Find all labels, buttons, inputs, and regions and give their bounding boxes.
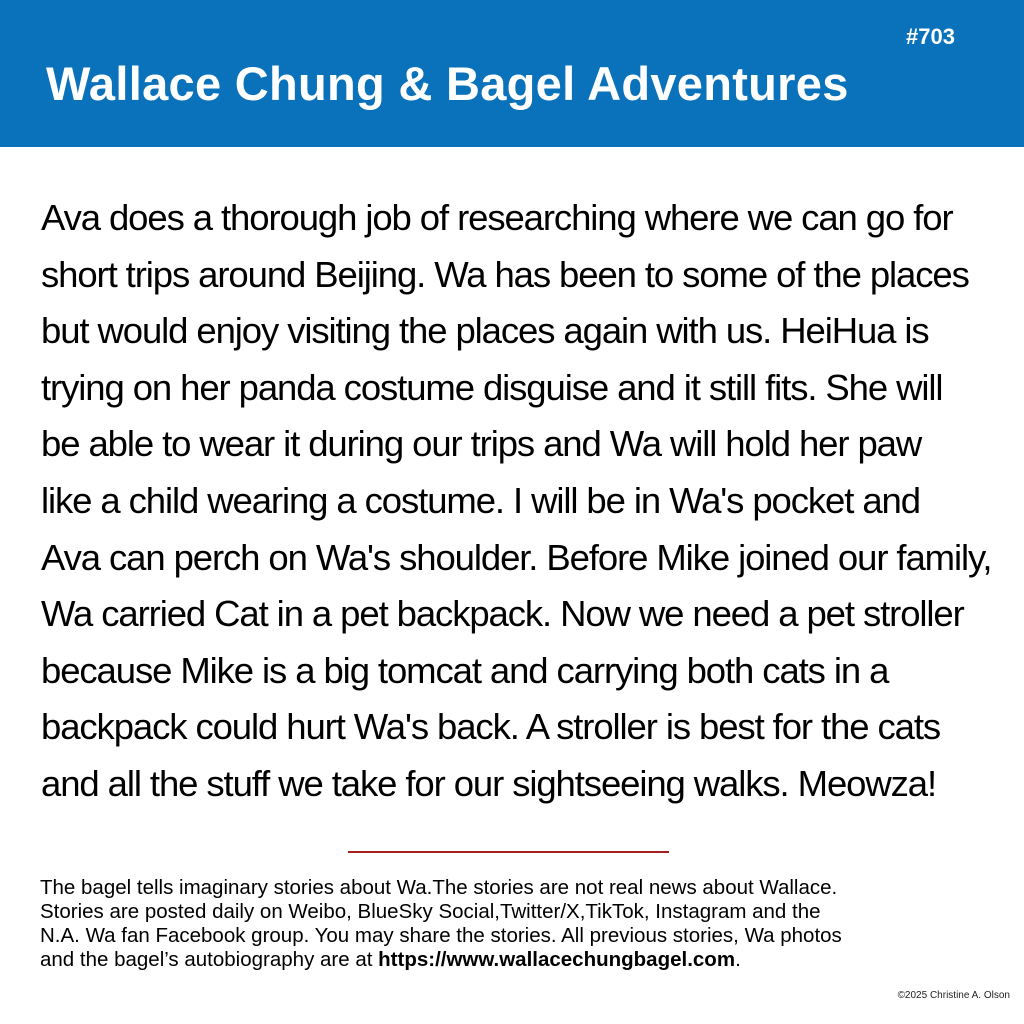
story-line: short trips around Beijing. Wa has been to some of the places — [41, 253, 969, 295]
footer-line-last — [40, 948, 1000, 972]
footer-line: Stories are posted daily on Weibo, BlueSky Social,Twitter/X,TikTok, Instagram and the — [40, 900, 821, 923]
story-line: because Mike is a big tomcat and carrying both cats in a — [41, 649, 889, 691]
footer-line: N.A. Wa fan Facebook group. You may share the stories. All previous stories, Wa photos — [40, 924, 842, 947]
divider-line — [348, 851, 669, 853]
footer-line-prefix: and the bagel’s autobiography are at — [40, 948, 379, 971]
story-line: Ava can perch on Wa's shoulder. Before Mike joined our family, — [41, 536, 992, 578]
story-line: and all the stuff we take for our sightseeing walks. Meowza! — [41, 762, 936, 804]
footer-line-suffix: . — [735, 948, 741, 971]
story-text — [41, 190, 1016, 813]
page-title: Wallace Chung & Bagel Adventures — [46, 57, 849, 110]
footer-disclaimer — [40, 876, 1000, 972]
website-link[interactable]: https://www.wallacechungbagel.com — [378, 948, 736, 971]
story-line: be able to wear it during our trips and Wa will hold her paw — [41, 423, 922, 465]
story-line: but would enjoy visiting the places again with us. HeiHua is — [41, 310, 929, 352]
story-line: Ava does a thorough job of researching where we can go for — [41, 197, 953, 238]
header-banner — [0, 0, 1024, 147]
story-line: backpack could hurt Wa's back. A stroller is best for the cats — [41, 706, 941, 748]
footer-line: The bagel tells imaginary stories about Wa.The stories are not real news about Wallace. — [40, 876, 838, 899]
story-line: Wa carried Cat in a pet backpack. Now we need a pet stroller — [41, 593, 964, 635]
copyright-notice: ©2025 Christine A. Olson — [897, 990, 1010, 1001]
story-line: like a child wearing a costume. I will be in Wa's pocket and — [41, 479, 920, 521]
story-line: trying on her panda costume disguise and it still fits. She will — [41, 366, 943, 408]
issue-number: #703 — [906, 24, 955, 49]
